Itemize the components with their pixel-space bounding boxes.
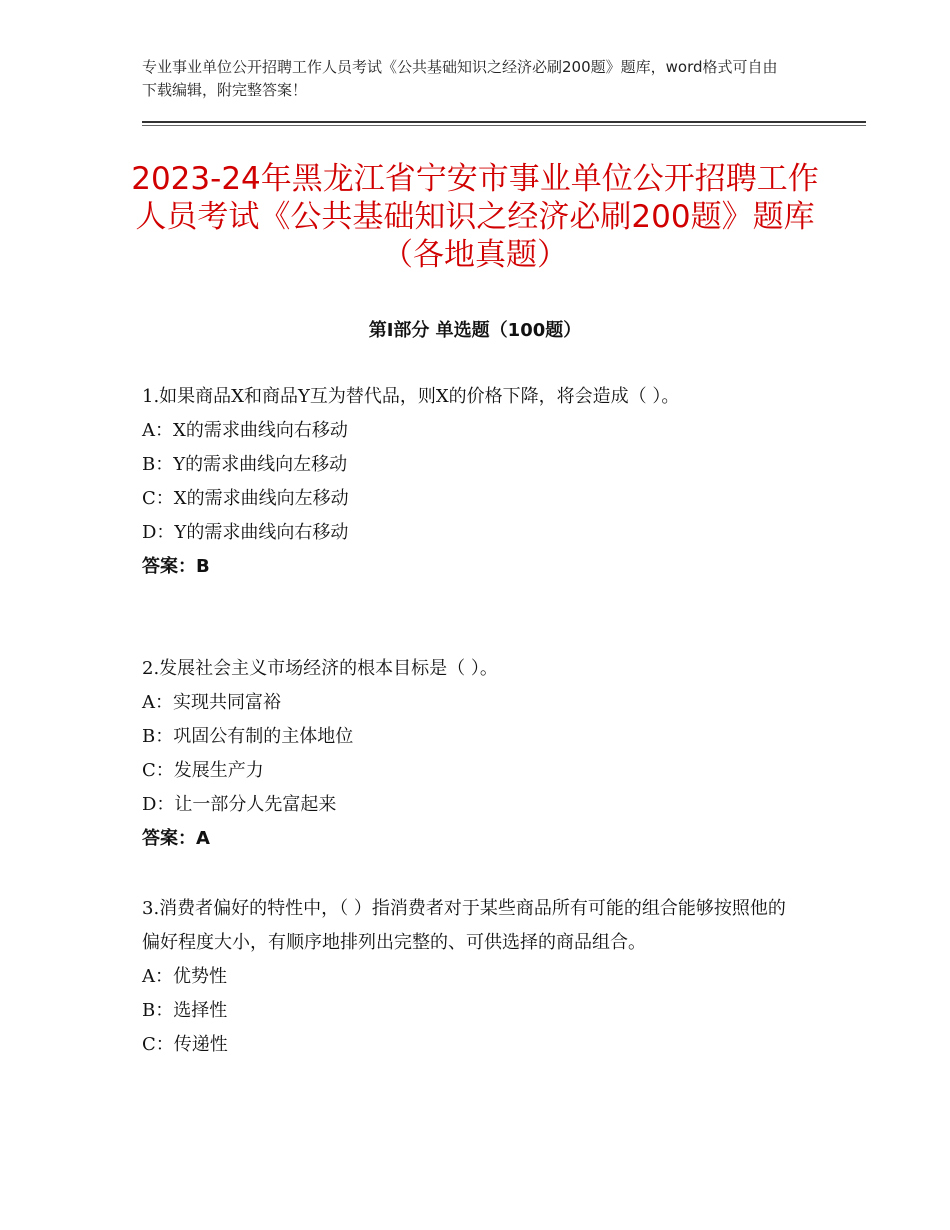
option-c: C：传递性 — [142, 1034, 228, 1055]
header-note: 专业事业单位公开招聘工作人员考试《公共基础知识之经济必刷200题》题库，word格式可自由下载编辑，附完整答案！ — [142, 58, 778, 99]
question-2 — [142, 652, 802, 856]
section-title: 第Ⅰ部分 单选题（100题） — [368, 320, 582, 341]
answer-line — [142, 550, 802, 584]
header-divider-thin — [142, 125, 866, 126]
option-c: C：X的需求曲线向左移动 — [142, 488, 349, 509]
answer-label: 答案： — [142, 556, 196, 577]
answer-value: A — [196, 828, 210, 849]
option-d: D：Y的需求曲线向右移动 — [142, 522, 349, 543]
question-stem: 1.如果商品X和商品Y互为替代品，则X的价格下降，将会造成（ ）。 — [142, 386, 680, 407]
option-d: D：让一部分人先富起来 — [142, 794, 337, 815]
option-c: C：发展生产力 — [142, 760, 264, 781]
header-divider — [142, 121, 866, 123]
document-title: 2023-24年黑龙江省宁安市事业单位公开招聘工作人员考试《公共基础知识之经济必刷200题》题库（各地真题） — [131, 161, 819, 273]
option-b: B：Y的需求曲线向左移动 — [142, 454, 348, 475]
answer-value: B — [196, 556, 210, 577]
question-3 — [142, 892, 802, 1062]
question-stem: 2.发展社会主义市场经济的根本目标是（ ）。 — [142, 658, 498, 679]
option-a: A：优势性 — [142, 966, 227, 987]
option-a: A：X的需求曲线向右移动 — [142, 420, 348, 441]
option-a: A：实现共同富裕 — [142, 692, 281, 713]
option-b: B：巩固公有制的主体地位 — [142, 726, 354, 747]
option-b: B：选择性 — [142, 1000, 228, 1021]
question-1 — [142, 380, 802, 584]
answer-line — [142, 822, 802, 856]
answer-label: 答案： — [142, 828, 196, 849]
question-stem: 3.消费者偏好的特性中，（ ）指消费者对于某些商品所有可能的组合能够按照他的偏好程度大小，有顺序地排列出完整的、可供选择的商品组合。 — [142, 898, 786, 953]
